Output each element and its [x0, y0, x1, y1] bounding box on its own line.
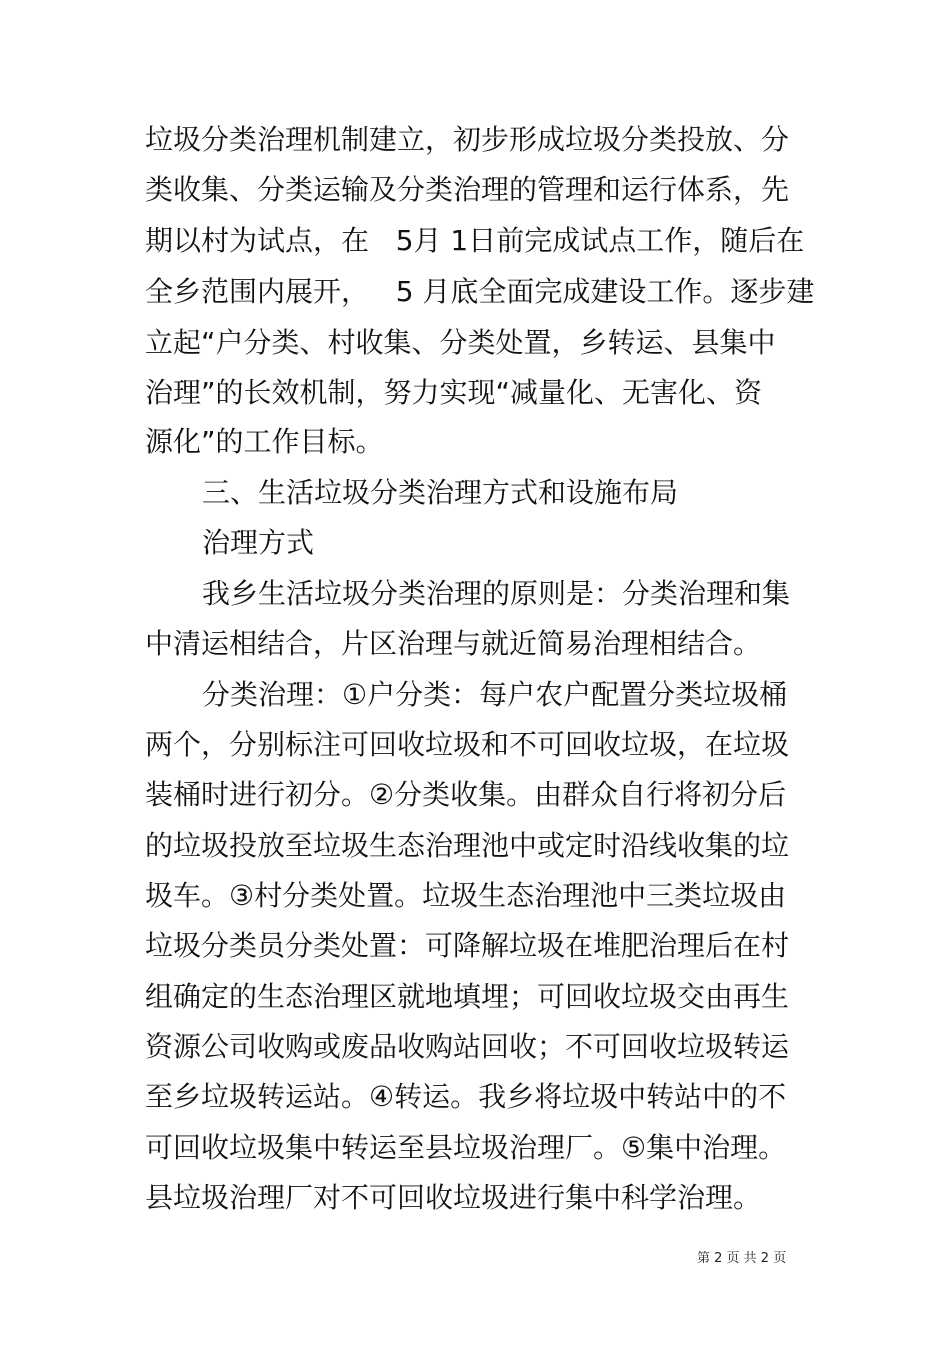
body-text-line: 全乡范围内展开， 5 月底全面完成建设工作。逐步建 [145, 275, 815, 308]
body-text-line: 源化”的工作目标。 [145, 425, 384, 458]
body-text-line: 两个，分别标注可回收垃圾和不可回收垃圾，在垃圾 [145, 728, 790, 761]
body-text-line: 分类治理：①户分类：每户农户配置分类垃圾桶 [202, 678, 788, 711]
body-text-line: 我乡生活垃圾分类治理的原则是：分类治理和集 [202, 577, 791, 610]
body-text-line: 治理”的长效机制，努力实现“减量化、无害化、资 [145, 376, 763, 409]
body-text-line: 圾车。③村分类处置。垃圾生态治理池中三类垃圾由 [145, 879, 787, 912]
page-number-footer: 第 2 页 共 2 页 [697, 1251, 787, 1266]
body-text-line: 立起“户分类、村收集、分类处置，乡转运、县集中 [145, 326, 776, 359]
body-text-line: 组确定的生态治理区就地填埋；可回收垃圾交由再生 [145, 980, 790, 1013]
body-text-line: 垃圾分类员分类处置：可降解垃圾在堆肥治理后在村 [145, 929, 790, 962]
body-text-line: 垃圾分类治理机制建立，初步形成垃圾分类投放、分 [145, 123, 790, 156]
body-text-line: 中清运相结合，片区治理与就近简易治理相结合。 [145, 627, 762, 660]
body-text-line: 县垃圾治理厂对不可回收垃圾进行集中科学治理。 [145, 1181, 762, 1214]
subsection-heading: 治理方式 [202, 526, 315, 559]
body-text-line: 至乡垃圾转运站。④转运。我乡将垃圾中转站中的不 [145, 1080, 787, 1113]
section-heading: 三、生活垃圾分类治理方式和设施布局 [202, 476, 679, 509]
body-text-line: 类收集、分类运输及分类治理的管理和运行体系，先 [145, 173, 790, 206]
body-text-line: 资源公司收购或废品收购站回收；不可回收垃圾转运 [145, 1030, 790, 1063]
body-text-line: 装桶时进行初分。②分类收集。由群众自行将初分后 [145, 778, 787, 811]
body-text-line: 的垃圾投放至垃圾生态治理池中或定时沿线收集的垃 [145, 829, 790, 862]
body-text-line: 可回收垃圾集中转运至县垃圾治理厂。⑤集中治理。 [145, 1131, 787, 1164]
body-text-line: 期以村为试点，在 5月 1日前完成试点工作，随后在 [145, 224, 805, 257]
